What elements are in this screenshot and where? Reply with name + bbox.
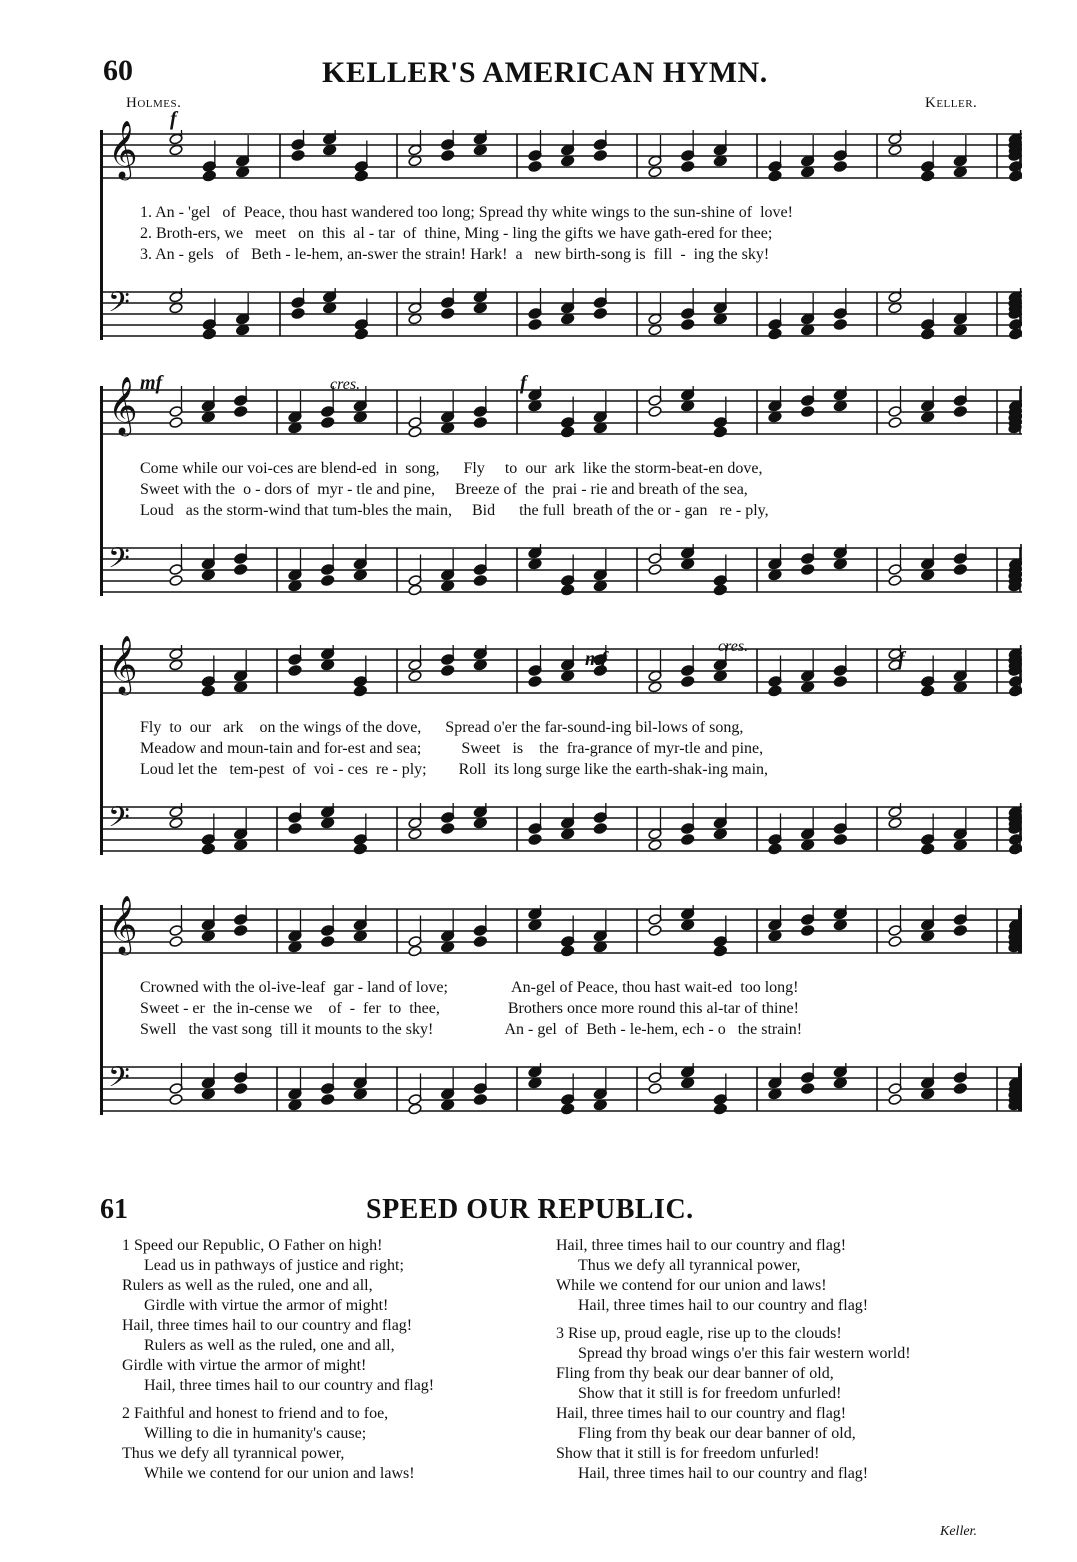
note-head <box>768 170 782 182</box>
note-head <box>291 308 305 320</box>
note-head <box>169 417 183 429</box>
note-head <box>441 665 455 677</box>
verse-line: Show that it still is for freedom unfurled! <box>578 1385 842 1402</box>
note-head <box>561 426 575 438</box>
note-head <box>681 161 695 173</box>
note-head <box>833 1077 847 1089</box>
note-head <box>321 417 335 429</box>
music-credit: Keller. <box>925 95 978 111</box>
note-head <box>201 1088 215 1100</box>
note-head <box>561 313 575 325</box>
note-head <box>288 580 302 592</box>
note-head <box>201 411 215 423</box>
note-head <box>593 422 607 434</box>
note-head <box>354 170 368 182</box>
hymn2-title: SPEED OUR REPUBLIC. <box>366 1194 694 1225</box>
note-head <box>921 685 935 697</box>
note-head <box>681 400 695 412</box>
note-head <box>833 161 847 173</box>
note-head <box>681 834 695 846</box>
lyrics-block-2 <box>140 458 1062 521</box>
note-head <box>234 1083 248 1095</box>
note-head <box>713 1103 727 1115</box>
note-head <box>201 569 215 581</box>
verse-line: Hail, three times hail to our country and flag! <box>556 1237 847 1254</box>
dynamic-f: f <box>520 372 527 394</box>
note-head <box>201 685 215 697</box>
note-head <box>201 930 215 942</box>
note-head <box>408 945 422 957</box>
lyric-line: Come while our voi-ces are blend-ed in song, Fly to our ark like the storm-beat-en dove, <box>140 460 763 477</box>
note-head <box>234 406 248 418</box>
bass-staff-4 <box>100 1063 1022 1115</box>
treble-clef-icon: 𝄞 <box>108 121 138 177</box>
dynamic-f: f <box>898 648 905 670</box>
note-head <box>288 665 302 677</box>
verse-line: Girdle with virtue the armor of might! <box>144 1297 389 1314</box>
note-head <box>561 945 575 957</box>
note-head <box>528 919 542 931</box>
note-head <box>169 144 183 156</box>
treble-staff-1 <box>100 130 1022 182</box>
bass-staff-2 <box>100 544 1022 596</box>
note-head <box>528 676 542 688</box>
treble-staff-3 <box>100 645 1022 697</box>
note-head <box>441 150 455 162</box>
verse-line: Hail, three times hail to our country and flag! <box>144 1377 435 1394</box>
hymn-number: 61 <box>100 1194 128 1225</box>
note-head <box>713 426 727 438</box>
verse-line: Hail, three times hail to our country and flag! <box>578 1465 869 1482</box>
note-head <box>354 328 368 340</box>
note-head <box>528 558 542 570</box>
note-head <box>593 580 607 592</box>
note-head <box>921 170 935 182</box>
bass-clef-icon: 𝄢 <box>108 1063 130 1100</box>
note-head <box>833 919 847 931</box>
note-head <box>768 843 782 855</box>
lyric-line: 3. An - gels of Beth - le-hem, an-swer the strain! Hark! a new birth-song is fill - ing the sky! <box>140 246 770 263</box>
note-head <box>323 302 337 314</box>
note-head <box>953 839 967 851</box>
note-head <box>473 817 487 829</box>
note-head <box>1009 843 1022 855</box>
note-head <box>888 302 902 314</box>
note-head <box>801 406 815 418</box>
note-head <box>473 575 487 587</box>
note-head <box>713 945 727 957</box>
note-head <box>953 564 967 576</box>
verse <box>122 1404 562 1484</box>
note-head <box>561 584 575 596</box>
bass-clef-icon: 𝄢 <box>108 803 130 840</box>
note-head <box>953 166 967 178</box>
note-head <box>768 1088 782 1100</box>
note-head <box>648 839 662 851</box>
note-head <box>801 564 815 576</box>
note-head <box>921 328 935 340</box>
note-head <box>833 834 847 846</box>
note-head <box>833 558 847 570</box>
note-head <box>921 843 935 855</box>
note-head <box>441 941 455 953</box>
note-head <box>288 422 302 434</box>
verse-line: 3 Rise up, proud eagle, rise up to the clouds! <box>556 1325 842 1342</box>
hymn2-credit: Keller. <box>940 1524 977 1539</box>
note-head <box>321 817 335 829</box>
note-head <box>288 1099 302 1111</box>
verse-line: 2 Faithful and honest to friend and to foe, <box>122 1405 389 1422</box>
hymn-title: KELLER'S AMERICAN HYMN. <box>322 56 768 89</box>
note-head <box>1009 170 1022 182</box>
note-head <box>801 166 815 178</box>
note-head <box>236 324 250 336</box>
note-head <box>528 834 542 846</box>
note-head <box>473 1094 487 1106</box>
lyric-line: Sweet - er the in-cense we of - fer to thee, Brothers once more round this al-tar of thine! <box>140 1000 799 1017</box>
note-head <box>353 685 367 697</box>
dynamic-mf: mf <box>585 648 608 670</box>
note-head <box>768 328 782 340</box>
note-head <box>768 411 782 423</box>
note-head <box>593 941 607 953</box>
treble-staff-2 <box>100 386 1022 438</box>
note-head <box>353 1088 367 1100</box>
note-head <box>169 817 183 829</box>
lyric-line: Crowned with the ol-ive-leaf gar - land of love; An-gel of Peace, thou hast wait-ed too long! <box>140 979 799 996</box>
note-head <box>408 155 422 167</box>
verse-line: Lead us in pathways of justice and right; <box>144 1257 404 1274</box>
note-head <box>353 411 367 423</box>
note-head <box>321 1094 335 1106</box>
note-head <box>234 925 248 937</box>
note-head <box>353 930 367 942</box>
note-head <box>202 328 216 340</box>
note-head <box>888 936 902 948</box>
note-head <box>441 580 455 592</box>
treble-staff-4 <box>100 905 1022 957</box>
note-head <box>473 417 487 429</box>
verse-line: Fling from thy beak our dear banner of old, <box>578 1425 856 1442</box>
verse-line: Show that it still is for freedom unfurled! <box>556 1445 820 1462</box>
note-head <box>833 400 847 412</box>
note-head <box>801 1083 815 1095</box>
note-head <box>441 422 455 434</box>
note-head <box>921 1088 935 1100</box>
note-head <box>561 828 575 840</box>
note-head <box>561 155 575 167</box>
verse-line: Rulers as well as the ruled, one and all, <box>122 1277 373 1294</box>
note-head <box>202 170 216 182</box>
note-head <box>408 426 422 438</box>
note-head <box>953 681 967 693</box>
note-head <box>768 930 782 942</box>
note-head <box>888 144 902 156</box>
note-head <box>888 417 902 429</box>
bass-clef-icon: 𝄢 <box>108 544 130 581</box>
note-head <box>473 659 487 671</box>
verse-line: Hail, three times hail to our country and flag! <box>122 1317 413 1334</box>
note-head <box>169 659 183 671</box>
note-head <box>561 670 575 682</box>
note-head <box>408 828 422 840</box>
note-head <box>528 400 542 412</box>
crescendo-marking: cres. <box>330 376 361 393</box>
dynamic-f: f <box>170 108 177 130</box>
note-head <box>353 569 367 581</box>
verse-line: 1 Speed our Republic, O Father on high! <box>122 1237 383 1254</box>
note-head <box>321 936 335 948</box>
note-head <box>353 843 367 855</box>
note-head <box>953 406 967 418</box>
note-head <box>801 839 815 851</box>
note-head <box>953 1083 967 1095</box>
lyric-line: Swell the vast song till it mounts to the sky! An - gel of Beth - le-hem, ech - o the strain! <box>140 1021 803 1038</box>
note-head <box>593 150 607 162</box>
note-head <box>528 1077 542 1089</box>
note-head <box>681 919 695 931</box>
note-head <box>288 823 302 835</box>
note-head <box>648 324 662 336</box>
note-head <box>441 823 455 835</box>
treble-clef-icon: 𝄞 <box>108 377 138 433</box>
note-head <box>953 925 967 937</box>
lyric-line: Loud as the storm-wind that tum-bles the main, Bid the full breath of the or - gan re - ply, <box>140 502 769 519</box>
verse-line: Fling from thy beak our dear banner of old, <box>556 1365 834 1382</box>
note-head <box>801 324 815 336</box>
verses-right-column <box>556 1236 1026 1492</box>
dynamic-mf: mf <box>140 372 163 394</box>
verses-left-column <box>122 1236 562 1492</box>
page-number: 60 <box>103 54 133 87</box>
note-head <box>321 575 335 587</box>
note-head <box>921 569 935 581</box>
lyric-line: Meadow and moun-tain and for-est and sea; Sweet is the fra-grance of myr-tle and pine, <box>140 740 764 757</box>
note-head <box>408 670 422 682</box>
note-head <box>888 1094 902 1106</box>
note-head <box>234 839 248 851</box>
bass-clef-icon: 𝄢 <box>108 288 130 325</box>
verse-line: While we contend for our union and laws! <box>556 1277 827 1294</box>
note-head <box>169 936 183 948</box>
verse <box>556 1324 1026 1484</box>
lyric-line: Fly to our ark on the wings of the dove, Spread o'er the far-sound-ing bil-lows of song, <box>140 719 744 736</box>
note-head <box>473 936 487 948</box>
note-head <box>801 925 815 937</box>
note-head <box>441 1099 455 1111</box>
lyric-line: Sweet with the o - dors of myr - tle and pine, Breeze of the prai - rie and breath of the sea, <box>140 481 748 498</box>
note-head <box>321 659 335 671</box>
verse-line: Thus we defy all tyrannical power, <box>122 1445 345 1462</box>
note-head <box>768 569 782 581</box>
note-head <box>169 1094 183 1106</box>
words-credit: Holmes. <box>126 95 182 111</box>
note-head <box>528 161 542 173</box>
note-head <box>593 823 607 835</box>
note-head <box>801 681 815 693</box>
note-head <box>953 324 967 336</box>
note-head <box>681 676 695 688</box>
lyric-line: Loud let the tem-pest of voi - ces re - ply; Roll its long surge like the earth-shak-ing main, <box>140 761 769 778</box>
note-head <box>833 676 847 688</box>
note-head <box>234 681 248 693</box>
note-head <box>408 1103 422 1115</box>
note-head <box>288 941 302 953</box>
note-head <box>234 564 248 576</box>
note-head <box>169 302 183 314</box>
note-head <box>593 308 607 320</box>
note-head <box>528 319 542 331</box>
note-head <box>648 406 662 418</box>
note-head <box>833 319 847 331</box>
crescendo-marking: cres. <box>718 638 749 655</box>
note-head <box>323 144 337 156</box>
lyrics-block-3 <box>140 717 1062 780</box>
note-head <box>473 302 487 314</box>
note-head <box>713 155 727 167</box>
note-head <box>681 1077 695 1089</box>
treble-clef-icon: 𝄞 <box>108 636 138 692</box>
note-head <box>561 1103 575 1115</box>
note-head <box>713 670 727 682</box>
treble-clef-icon: 𝄞 <box>108 896 138 952</box>
verse-line: Thus we defy all tyrannical power, <box>578 1257 801 1274</box>
note-head <box>441 308 455 320</box>
note-head <box>169 575 183 587</box>
lyric-line: 2. Broth-ers, we meet on this al - tar of thine, Ming - ling the gifts we have gath-ered for thee; <box>140 225 773 242</box>
note-head <box>291 150 305 162</box>
bass-staff-3 <box>100 803 1022 855</box>
note-head <box>648 925 662 937</box>
lyric-line: 1. An - 'gel of Peace, thou hast wandered too long; Spread thy white wings to the sun-shine of love! <box>140 204 793 221</box>
note-head <box>888 817 902 829</box>
note-head <box>888 575 902 587</box>
note-head <box>648 1083 662 1095</box>
verse-line: Rulers as well as the ruled, one and all, <box>144 1337 395 1354</box>
note-head <box>473 144 487 156</box>
bass-staff-1 <box>100 288 1022 340</box>
note-head <box>921 930 935 942</box>
note-head <box>408 313 422 325</box>
note-head <box>593 1099 607 1111</box>
note-head <box>681 558 695 570</box>
verse-line: Spread thy broad wings o'er this fair western world! <box>578 1345 911 1362</box>
lyrics-block-4 <box>140 977 1062 1040</box>
note-head <box>648 166 662 178</box>
note-head <box>648 564 662 576</box>
verse-line: Willing to die in humanity's cause; <box>144 1425 367 1442</box>
verse-line: Hail, three times hail to our country and flag! <box>556 1405 847 1422</box>
verse <box>122 1236 562 1396</box>
verse <box>556 1236 1026 1316</box>
note-head <box>713 313 727 325</box>
note-head <box>1009 328 1022 340</box>
note-head <box>408 584 422 596</box>
note-head <box>921 411 935 423</box>
note-head <box>201 843 215 855</box>
verse-line: While we contend for our union and laws! <box>144 1465 415 1482</box>
verse-line: Girdle with virtue the armor of might! <box>122 1357 367 1374</box>
note-head <box>713 584 727 596</box>
note-head <box>1009 685 1022 697</box>
note-head <box>236 166 250 178</box>
note-head <box>713 828 727 840</box>
note-head <box>648 681 662 693</box>
verse-line: Hail, three times hail to our country and flag! <box>578 1297 869 1314</box>
note-head <box>681 319 695 331</box>
note-head <box>768 685 782 697</box>
lyrics-block-1 <box>140 202 1062 265</box>
